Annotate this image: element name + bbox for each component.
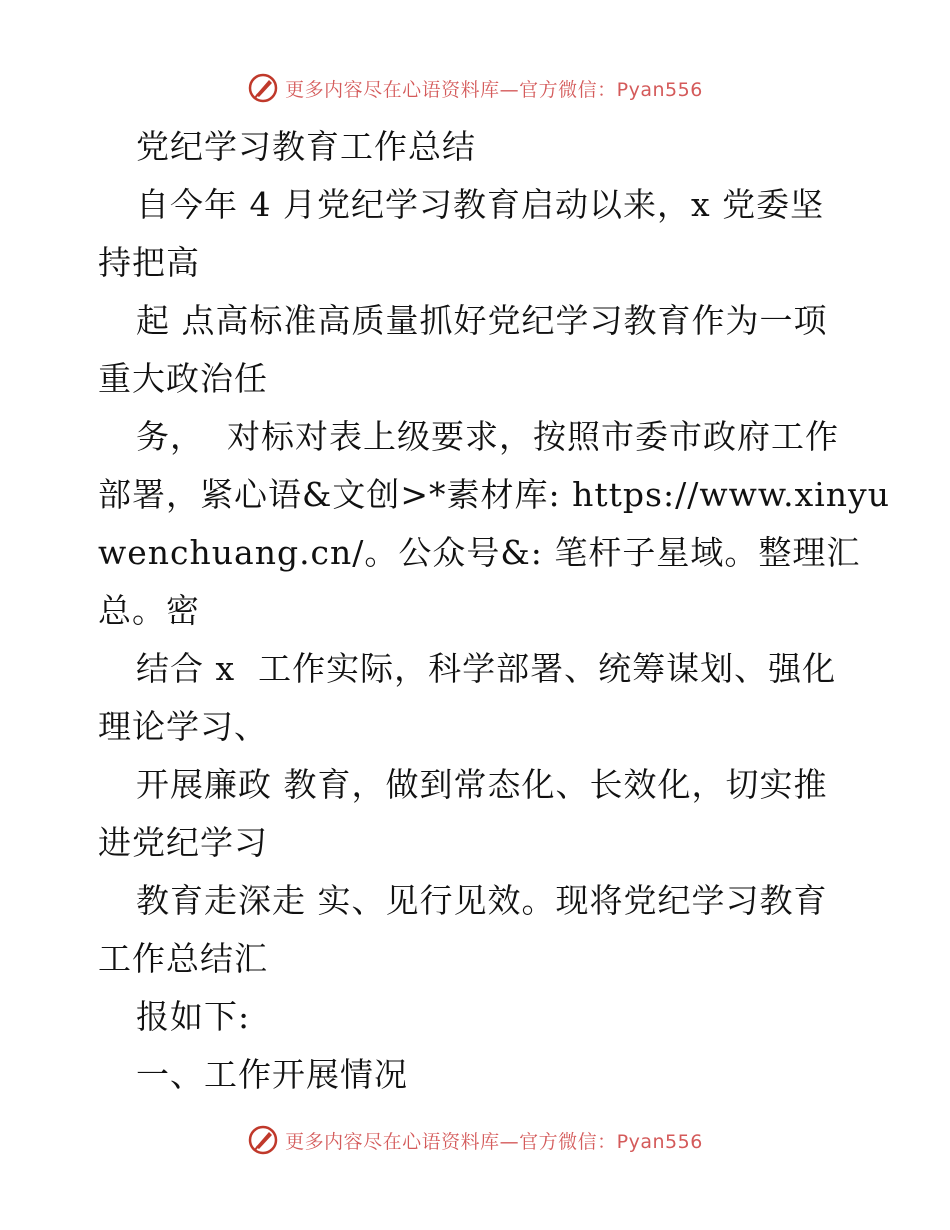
watermark-text: 更多内容尽在心语资料库—官方微信：Pyan556: [285, 78, 703, 101]
text-line: 进党纪学习: [98, 823, 268, 862]
text-line: 重大政治任: [98, 359, 268, 398]
quill-pen-logo-icon: [247, 1124, 279, 1156]
text-line: 总。密: [98, 591, 200, 630]
text-line: 持把高: [98, 243, 200, 282]
text-line: 工作总结汇: [98, 939, 268, 978]
text-line: 结合 x 工作实际，科学部署、统筹谋划、强化: [136, 649, 837, 688]
watermark-text: 更多内容尽在心语资料库—官方微信：Pyan556: [285, 1130, 703, 1153]
text-line: 部署，紧心语&文创>*素材库: https://www.xinyu: [98, 475, 890, 514]
document-title: 党纪学习教育工作总结: [136, 127, 476, 166]
header-watermark-banner: [0, 72, 950, 104]
text-line: 理论学习、: [98, 707, 268, 746]
text-line: 开展廉政 教育，做到常态化、长效化，切实推: [136, 765, 828, 804]
document-body: [98, 118, 890, 1104]
text-line: 一、工作开展情况: [136, 1055, 408, 1094]
text-line: 教育走深走 实、见行见效。现将党纪学习教育: [136, 881, 828, 920]
footer-watermark-banner: [0, 1124, 950, 1156]
quill-pen-logo-icon: [247, 72, 279, 104]
text-line: 起 点高标准高质量抓好党纪学习教育作为一项: [136, 301, 828, 340]
text-line: 报如下:: [136, 997, 251, 1036]
text-line: 务， 对标对表上级要求，按照市委市政府工作: [136, 417, 839, 456]
text-line: wenchuang.cn/。公众号&: 笔杆子星域。整理汇: [98, 533, 861, 572]
text-line: 自今年 4 月党纪学习教育启动以来，x 党委坚: [136, 185, 825, 224]
